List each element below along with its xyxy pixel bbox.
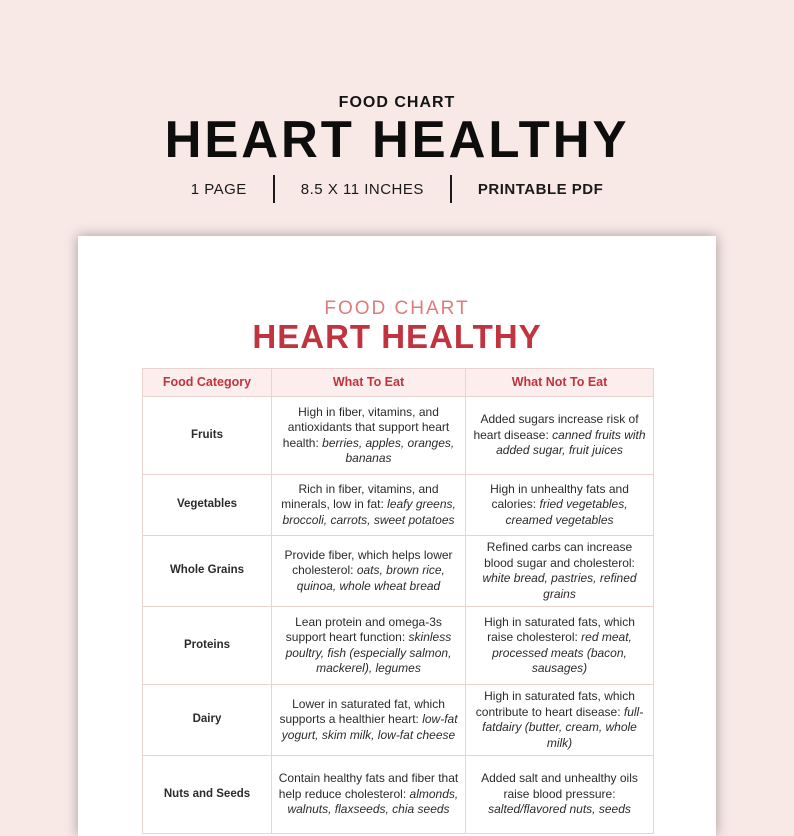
avoid-text: Refined carbs can increase blood sugar and cholesterol: [484,540,635,570]
chart-sheet [78,236,716,836]
table-row [143,536,654,607]
spec-row [0,174,794,204]
row-avoid [466,685,654,756]
avoid-text: High in unhealthy fats and calories: [490,481,629,512]
row-category: Proteins [143,607,272,685]
avoid-text: Added salt and unhealthy oils raise blood pressure: [481,771,638,801]
eat-examples: low-fat yogurt, skim milk, low-fat cheese [281,712,458,742]
row-eat [272,756,466,834]
spec-size: 8.5 X 11 INCHES [300,180,424,198]
avoid-text: High in saturated fats, which raise cholesterol: [484,614,635,644]
eat-text: Contain healthy fats and fiber that help reduce cholesterol: [278,771,459,801]
row-category: Vegetables [143,475,272,536]
banner-title: HEART HEALTHY [164,111,630,169]
row-avoid [466,607,654,685]
row-avoid [466,475,654,536]
row-category: Fruits [143,397,272,475]
row-avoid [466,397,654,475]
table-row [143,685,654,756]
eat-text: Lean protein and omega-3s support heart function: [285,614,442,644]
row-category: Dairy [143,685,272,756]
avoid-text: High in saturated fats, which contribute to heart disease: [475,689,635,719]
column-header-avoid: What Not To Eat [466,369,654,397]
eat-examples: skinless poultry, fish (especially salmon, mackerel), legumes [285,630,452,675]
food-table [142,368,654,834]
table-row [143,756,654,834]
row-eat [272,607,466,685]
avoid-examples: fried vegetables, creamed vegetables [505,497,628,527]
eat-examples: almonds, walnuts, flaxseeds, chia seeds [287,786,459,817]
sheet-subtitle: FOOD CHART [324,298,470,319]
row-eat [272,475,466,536]
eat-examples: oats, brown rice, quinoa, whole wheat bread [296,563,445,593]
table-row [143,397,654,475]
eat-text: Rich in fiber, vitamins, and minerals, low in fat: [281,481,439,512]
eat-text: High in fiber, vitamins, and antioxidants that support heart health: [282,404,450,450]
row-avoid [466,756,654,834]
eat-text: Lower in saturated fat, which supports a healthier heart: [279,696,445,727]
row-eat [272,685,466,756]
avoid-examples: white bread, pastries, refined grains [482,571,637,601]
avoid-examples: salted/flavored nuts, seeds [488,802,631,817]
eat-examples: berries, apples, oranges, bananas [322,435,455,465]
spec-pages: 1 PAGE [190,180,247,198]
avoid-examples: red meat, processed meats (bacon, sausages) [492,630,632,675]
table-row [143,475,654,536]
banner-subtitle: FOOD CHART [338,94,456,111]
row-avoid [466,536,654,607]
row-eat [272,536,466,607]
avoid-examples: canned fruits with added sugar, fruit juices [496,427,646,458]
eat-text: Provide fiber, which helps lower cholesterol: [284,547,453,578]
avoid-examples: full-fatdairy (butter, cream, whole milk) [482,704,644,750]
column-header-category: Food Category [143,369,272,397]
product-banner [0,0,794,230]
spec-format: PRINTABLE PDF [477,180,604,198]
column-header-eat: What To Eat [272,369,466,397]
eat-examples: leafy greens, broccoli, carrots, sweet potatoes [282,497,456,527]
table-row [143,607,654,685]
sheet-title: HEART HEALTHY [252,318,542,355]
row-category: Nuts and Seeds [143,756,272,834]
row-eat [272,397,466,475]
row-category: Whole Grains [143,536,272,607]
table-header-row [143,369,654,397]
avoid-text: Added sugars increase risk of heart disease: [473,412,639,442]
